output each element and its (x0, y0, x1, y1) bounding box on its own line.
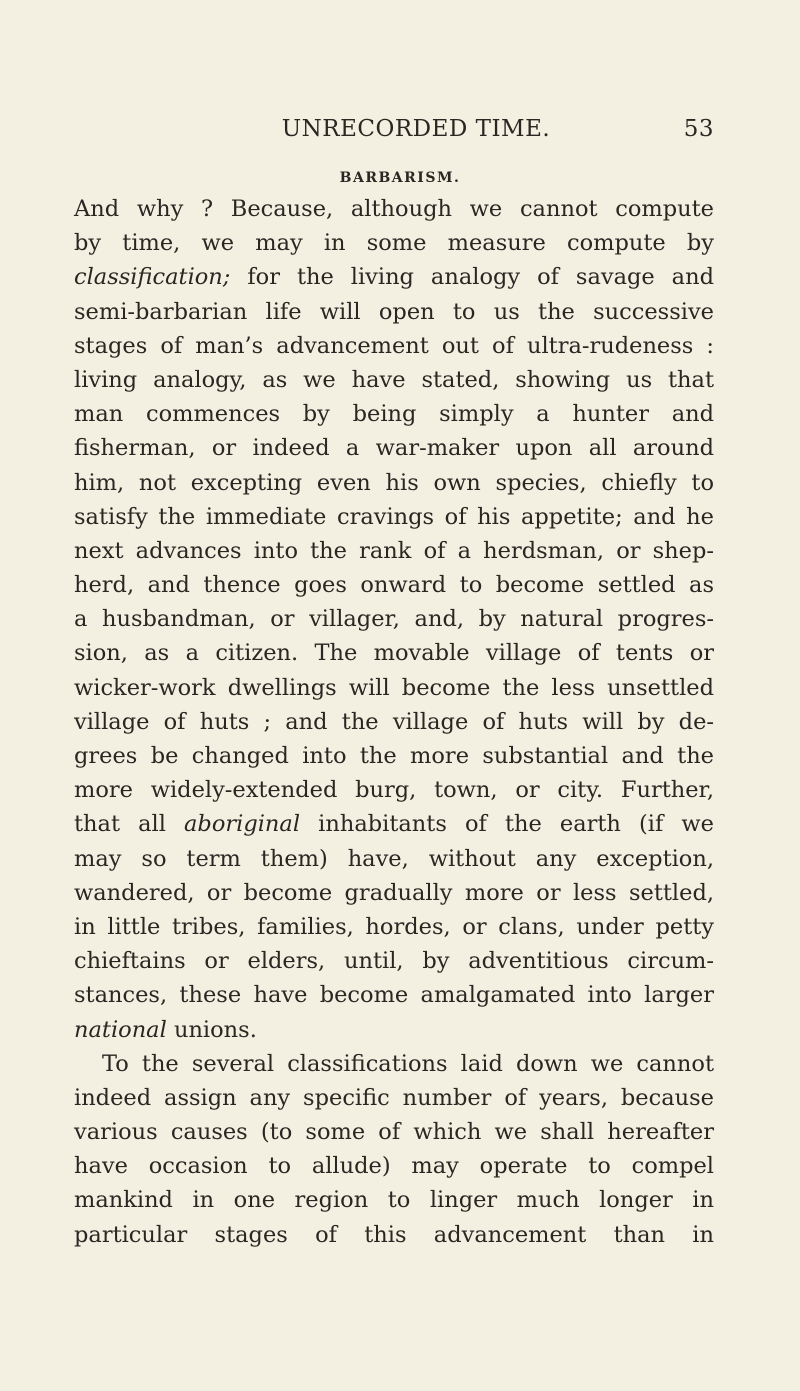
running-title: UNRECORDED TIME. (281, 116, 551, 142)
text-line (74, 978, 714, 1012)
text-line (74, 226, 714, 260)
text-line (74, 1183, 714, 1217)
text-run: that all (74, 811, 185, 838)
text-line (74, 602, 714, 636)
text-run: more widely-extended burg, town, or city. Further, (74, 777, 714, 804)
text-line (74, 500, 714, 534)
text-run: next advances into the rank of a herdsman, or shep- (74, 537, 714, 564)
text-run: indeed assign any specific number of years, because (74, 1084, 714, 1111)
text-run: unions. (166, 1016, 257, 1043)
text-run: chieftains or elders, until, by adventitious circum- (74, 948, 714, 975)
text-line (74, 329, 714, 363)
text-run: mankind in one region to linger much longer in (74, 1187, 714, 1214)
text-run: inhabitants of the earth (if we (300, 811, 714, 838)
text-run: particular stages of this advancement than in (74, 1221, 714, 1248)
text-line (74, 192, 714, 226)
text-line (74, 1115, 714, 1149)
text-line (74, 636, 714, 670)
text-run: And why ? Because, although we cannot compute (74, 196, 714, 222)
text-run: grees be changed into the more substantial and the (74, 743, 714, 769)
text-run: sion, as a citizen. The movable village of tents or (74, 640, 714, 667)
text-line (74, 807, 714, 841)
text-run: herd, and thence goes onward to become settled as (74, 572, 714, 599)
text-run: him, not excepting even his own species, chiefly to (74, 469, 714, 496)
text-run: village of huts ; and the village of huts will by de- (74, 708, 714, 735)
text-line (74, 876, 714, 910)
text-run: stances, these have become amalgamated into larger (74, 982, 714, 1009)
text-line (74, 466, 714, 500)
text-run: wicker-work dwellings will become the less unsettled (74, 674, 714, 701)
text-run: satisfy the immediate cravings of his appetite; and he (74, 503, 714, 530)
text-run: wandered, or become gradually more or less settled, (74, 879, 714, 906)
text-line (74, 705, 714, 739)
text-run: may so term them) have, without any exception, (74, 845, 714, 872)
italic-text: aboriginal (184, 811, 301, 838)
text-line (74, 295, 714, 329)
text-run: To the several classifications laid down we cannot (102, 1050, 714, 1077)
page-number: 53 (683, 116, 714, 142)
text-line (74, 1149, 714, 1183)
text-run: by time, we may in some measure compute by (74, 230, 714, 257)
text-line (74, 739, 714, 773)
text-run: stages of man’s advancement out of ultra-rudeness : (74, 332, 714, 359)
italic-text: classification; (74, 264, 231, 291)
text-run: a husbandman, or villager, and, by natural progres- (74, 606, 714, 633)
text-run: man commences by being simply a hunter and (74, 401, 714, 428)
text-line (74, 431, 714, 465)
body-text (74, 192, 714, 1252)
text-line (74, 363, 714, 397)
text-line (74, 1013, 714, 1047)
text-run: fisherman, or indeed a war-maker upon all around (74, 435, 714, 462)
text-run: in little tribes, families, hordes, or clans, under petty (74, 913, 714, 940)
text-line (74, 568, 714, 602)
text-line (74, 1047, 714, 1081)
text-run: semi-barbarian life will open to us the successive (74, 298, 714, 325)
text-run: various causes (to some of which we shall hereafter (74, 1119, 714, 1146)
text-line (74, 1218, 714, 1252)
text-line (74, 397, 714, 431)
text-run: have occasion to allude) may operate to compel (74, 1153, 714, 1180)
text-line (74, 773, 714, 807)
text-line (74, 671, 714, 705)
text-line (74, 1081, 714, 1115)
text-run: for the living analogy of savage and (230, 264, 714, 291)
text-run: living analogy, as we have stated, showing us that (74, 366, 714, 393)
text-line (74, 910, 714, 944)
section-heading: BARBARISM. (339, 170, 461, 186)
text-line (74, 534, 714, 568)
text-line (74, 944, 714, 978)
text-line (74, 260, 714, 294)
text-line (74, 842, 714, 876)
running-head (118, 116, 714, 150)
italic-text: national (74, 1016, 167, 1043)
